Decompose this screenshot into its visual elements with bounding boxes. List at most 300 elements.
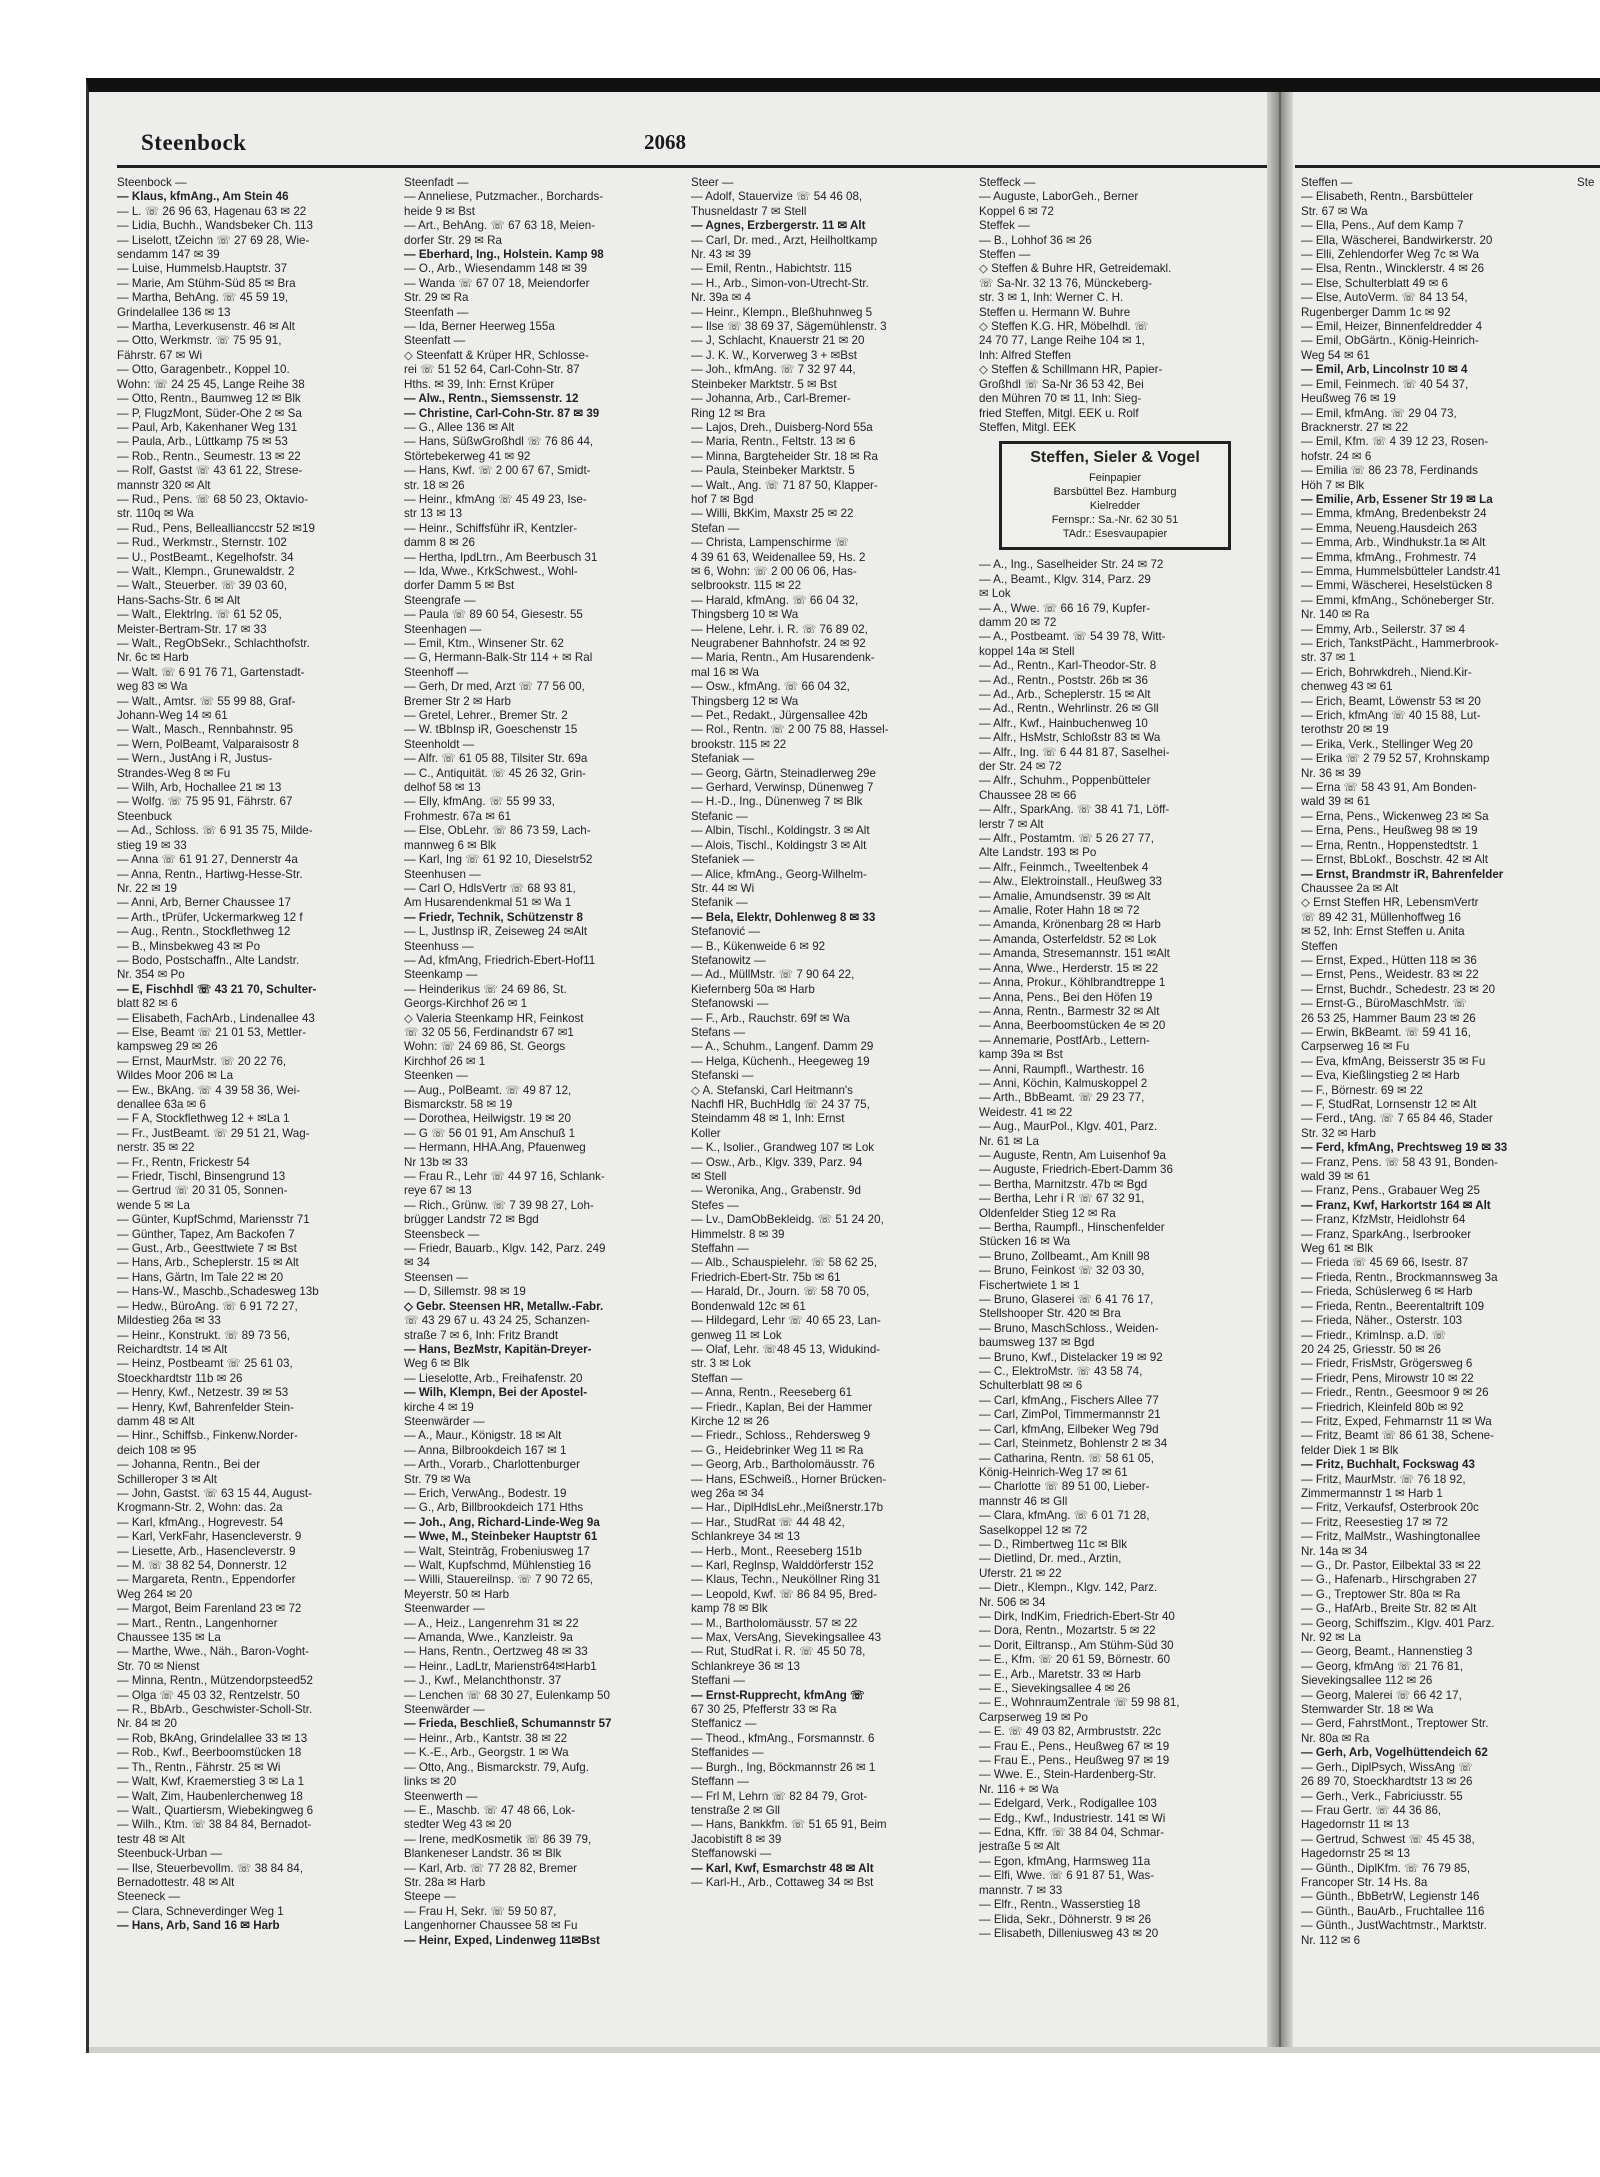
- directory-entry: Saselkoppel 12 ✉ 72: [979, 1523, 1088, 1537]
- directory-entry: — Th., Rentn., Fährstr. 25 ✉ Wi: [117, 1760, 281, 1774]
- ad-title: Steffen, Sieler & Vogel: [1030, 449, 1200, 467]
- directory-entry: — Ernst, BbLokf., Boschstr. 42 ✉ Alt: [1301, 853, 1488, 867]
- directory-entry: — B., Lohhof 36 ✉ 26: [979, 233, 1092, 247]
- directory-entry: — F., Börnestr. 69 ✉ 22: [1301, 1083, 1423, 1097]
- directory-entry: — Walt., Quartiersm, Wiebekingweg 6: [117, 1803, 314, 1817]
- directory-entry: — Ernst, Brandmstr iR, Bahrenfelder: [1301, 867, 1504, 881]
- directory-entry: Fischertwiete 1 ✉ 1: [979, 1278, 1080, 1292]
- directory-entry: sendamm 147 ✉ 39: [117, 248, 220, 262]
- directory-entry: — Ella, Wäscherei, Bandwirkerstr. 20: [1301, 233, 1493, 247]
- advertisement-box: [999, 441, 1231, 550]
- directory-entry: — Dorit, Eiltransp., Am Stühm-Süd 30: [979, 1638, 1174, 1652]
- directory-entry: Nr. 354 ✉ Po: [117, 968, 185, 982]
- directory-entry: dorfer Str. 29 ✉ Ra: [404, 233, 502, 247]
- directory-entry: Hths. ✉ 39, Inh: Ernst Krüper: [404, 377, 555, 391]
- directory-entry: weg 26a ✉ 34: [691, 1486, 764, 1500]
- directory-entry: — A., Heiz., Langenrehm 31 ✉ 22: [404, 1616, 579, 1630]
- directory-entry: — Rolf, Gastst ☏ 43 61 22, Strese-: [117, 464, 303, 478]
- directory-entry: — Ernst-G., BüroMaschMstr. ☏: [1301, 997, 1467, 1011]
- surname-heading: Steenwerth —: [404, 1789, 478, 1803]
- directory-entry: — Heinr., Konstrukt. ☏ 89 73 56,: [117, 1328, 291, 1342]
- directory-entry: straße 7 ✉ 6, Inh: Fritz Brandt: [404, 1328, 559, 1342]
- directory-entry: — O., Arb., Wiesendamm 148 ✉ 39: [404, 262, 588, 276]
- directory-entry: — Ella, Pens., Auf dem Kamp 7: [1301, 219, 1464, 233]
- directory-entry: — Gerh., Verk., Fabriciusstr. 55: [1301, 1789, 1463, 1803]
- directory-entry: — G., Treptower Str. 80a ✉ Ra: [1301, 1587, 1461, 1601]
- directory-entry: — Emil, Rentn., Habichtstr. 115: [691, 262, 852, 276]
- directory-entry: — L. ☏ 26 96 63, Hagenau 63 ✉ 22: [117, 204, 307, 218]
- directory-entry: — Hans, Arb, Sand 16 ✉ Harb: [117, 1919, 280, 1933]
- directory-entry: Inh: Alfred Steffen: [979, 348, 1071, 362]
- directory-entry: — Anneliese, Putzmacher., Borchards-: [404, 190, 604, 204]
- directory-entry: — Osw., kfmAng. ☏ 66 04 32,: [691, 680, 850, 694]
- directory-entry: — Günth., BbBetrW, Legienstr 146: [1301, 1890, 1480, 1904]
- directory-entry: — Hans, BezMstr, Kapitän-Dreyer-: [404, 1342, 592, 1356]
- directory-entry: — Anna, Rentn., Reeseberg 61: [691, 1386, 853, 1400]
- directory-entry: ☏ 32 05 56, Ferdinandstr 67 ✉1: [404, 1025, 574, 1039]
- directory-entry: Carpserweg 19 ✉ Po: [979, 1710, 1088, 1724]
- directory-entry: — D., Rimbertweg 11c ✉ Blk: [979, 1537, 1128, 1551]
- directory-entry: — Bruno, Glaserei ☏ 6 41 76 17,: [979, 1293, 1154, 1307]
- ad-line: Fernspr.: Sa.-Nr. 62 30 51: [1051, 514, 1179, 527]
- directory-entry: mannstr. 7 ✉ 33: [979, 1883, 1063, 1897]
- directory-entry: Str. 67 ✉ Wa: [1301, 204, 1368, 218]
- column-5: [1301, 176, 1571, 1948]
- directory-entry: str. 3 ✉ Lok: [691, 1357, 751, 1371]
- directory-entry: Chaussee 28 ✉ 66: [979, 788, 1077, 802]
- directory-entry: — Christa, Lampenschirme ☏: [691, 536, 850, 550]
- directory-entry: — Otto, Rentn., Baumweg 12 ✉ Blk: [117, 392, 301, 406]
- directory-entry: blatt 82 ✉ 6: [117, 997, 178, 1011]
- directory-entry: — Otto, Ang., Bismarckstr. 79, Aufg.: [404, 1760, 589, 1774]
- directory-entry: — Walt., Klempn., Grunewaldstr. 2: [117, 564, 295, 578]
- directory-entry: Nr. 84 ✉ 20: [117, 1717, 177, 1731]
- directory-entry: Chaussee 2a ✉ Alt: [1301, 881, 1399, 895]
- directory-entry: — Karl, VerkFahr, Hasencleverstr. 9: [117, 1530, 302, 1544]
- directory-entry: — G., Allee 136 ✉ Alt: [404, 420, 515, 434]
- directory-entry: — Erna, Rentn., Hoppenstedtstr. 1: [1301, 838, 1479, 852]
- directory-entry: Nr. 506 ✉ 34: [979, 1595, 1046, 1609]
- directory-entry: brügger Landstr 72 ✉ Bgd: [404, 1213, 539, 1227]
- directory-entry: — Arth., Vorarb., Charlottenburger: [404, 1458, 580, 1472]
- directory-entry: Str. 79 ✉ Wa: [404, 1472, 471, 1486]
- directory-entry: — Ernst, MaurMstr. ☏ 20 22 76,: [117, 1054, 287, 1068]
- directory-entry: — Charlotte ☏ 89 51 00, Lieber-: [979, 1480, 1150, 1494]
- directory-entry: Hans-Sachs-Str. 6 ✉ Alt: [117, 593, 241, 607]
- directory-entry: — K., Isolier., Grandweg 107 ✉ Lok: [691, 1141, 875, 1155]
- directory-entry: — Wilh., Ktm. ☏ 38 84 84, Bernadot-: [117, 1818, 312, 1832]
- surname-heading: Steensbeck —: [404, 1227, 480, 1241]
- directory-entry: — Hans, Arb., Scheplerstr. 15 ✉ Alt: [117, 1256, 299, 1270]
- directory-entry: — Erich, kfmAng ☏ 40 15 88, Lut-: [1301, 709, 1481, 723]
- directory-entry: — Clara, kfmAng. ☏ 6 01 71 28,: [979, 1509, 1150, 1523]
- directory-entry: — Hans, Kwf. ☏ 2 00 67 67, Smidt-: [404, 464, 591, 478]
- directory-entry: Steffen u. Hermann W. Buhre: [979, 305, 1131, 319]
- directory-entry: — Fritz, MalMstr., Washingtonallee: [1301, 1530, 1481, 1544]
- surname-heading: Steffen —: [1301, 176, 1353, 189]
- directory-entry: — G., HafArb., Breite Str. 82 ✉ Alt: [1301, 1602, 1477, 1616]
- directory-entry: mannstr 46 ✉ Gll: [979, 1494, 1068, 1508]
- directory-entry: — Hans, Rentn., Oertzweg 48 ✉ 33: [404, 1645, 588, 1659]
- directory-entry: — Friedr, Bauarb., Klgv. 142, Parz. 249: [404, 1242, 606, 1256]
- directory-entry: Stücken 16 ✉ Wa: [979, 1235, 1071, 1249]
- directory-entry: — Heinr., Schiffsführ iR, Kentzler-: [404, 521, 578, 535]
- directory-entry: König-Heinrich-Weg 17 ✉ 61: [979, 1465, 1128, 1479]
- directory-entry: Blankeneser Landstr. 36 ✉ Blk: [404, 1847, 562, 1861]
- directory-entry: — Auguste, Rentn, Am Luisenhof 9a: [979, 1148, 1166, 1162]
- directory-entry: — Clara, Schneverdinger Weg 1: [117, 1904, 284, 1918]
- directory-entry: — Theod., kfmAng., Forsmannstr. 6: [691, 1731, 875, 1745]
- directory-entry: — Emil, Arb, Lincolnstr 10 ✉ 4: [1301, 363, 1468, 377]
- directory-entry: — Martha, Leverkusenstr. 46 ✉ Alt: [117, 320, 295, 334]
- directory-entry: delhof 58 ✉ 13: [404, 781, 481, 795]
- surname-heading: Steenhuss —: [404, 939, 474, 953]
- directory-entry: — Ad., Schloss. ☏ 6 91 35 75, Milde-: [117, 824, 313, 838]
- directory-entry: — E., Kfm. ☏ 20 61 59, Börnestr. 60: [979, 1653, 1171, 1667]
- directory-entry: Jacobistift 8 ✉ 39: [691, 1832, 782, 1846]
- directory-entry: — Heinz, Postbeamt ☏ 25 61 03,: [117, 1357, 293, 1371]
- directory-entry: — Ilse, Steuerbevollm. ☏ 38 84 84,: [117, 1861, 303, 1875]
- directory-entry: — John, Gastst. ☏ 63 15 44, August-: [117, 1486, 312, 1500]
- directory-entry: koppel 14a ✉ Stell: [979, 644, 1075, 658]
- directory-entry: Nr. 92 ✉ La: [1301, 1631, 1361, 1645]
- directory-entry: fried Steffen, Mitgl. EEK u. Rolf: [979, 406, 1139, 420]
- directory-entry: 4 39 61 63, Weidenallee 59, Hs. 2: [691, 550, 866, 564]
- ad-line: Barsbüttel Bez. Hamburg: [1053, 486, 1177, 499]
- surname-heading: Stefanik —: [691, 896, 748, 910]
- directory-entry: — Anni, Raumpfl., Warthestr. 16: [979, 1062, 1145, 1076]
- directory-entry: — Heinr., Klempn., Bleßhuhnweg 5: [691, 305, 873, 319]
- directory-entry: — Anna, Beerboomstücken 4e ✉ 20: [979, 1019, 1166, 1033]
- directory-entry: Str. 70 ✉ Nienst: [117, 1659, 200, 1673]
- directory-entry: — E., Arb., Maretstr. 33 ✉ Harb: [979, 1667, 1141, 1681]
- directory-entry: — Dietr., Klempn., Klgv. 142, Parz.: [979, 1581, 1158, 1595]
- directory-entry: — Erna, Pens., Heußweg 98 ✉ 19: [1301, 824, 1478, 838]
- directory-entry: stieg 19 ✉ 33: [117, 838, 187, 852]
- directory-entry: — Egon, kfmAng, Harmsweg 11a: [979, 1854, 1151, 1868]
- directory-entry: — A., Postbeamt. ☏ 54 39 78, Witt-: [979, 630, 1166, 644]
- directory-entry: — Lv., DamObBekleidg. ☏ 51 24 20,: [691, 1213, 884, 1227]
- directory-entry: — Hermann, HHA.Ang, Pfauenweg: [404, 1141, 586, 1155]
- surname-heading: Steensen —: [404, 1270, 468, 1284]
- directory-entry: — E., Sievekingsallee 4 ✉ 26: [979, 1682, 1131, 1695]
- directory-entry: — Erika, Verk., Stellinger Weg 20: [1301, 737, 1473, 751]
- directory-entry: Johann-Weg 14 ✉ 61: [117, 709, 228, 723]
- directory-entry: Nr. 22 ✉ 19: [117, 881, 177, 895]
- directory-entry: Weg 61 ✉ Blk: [1301, 1242, 1374, 1256]
- directory-entry: — Fritz, MaurMstr. ☏ 76 18 92,: [1301, 1472, 1466, 1486]
- directory-entry: — Amalie, Roter Hahn 18 ✉ 72: [979, 904, 1140, 918]
- directory-entry: — Rob, BkAng, Grindelallee 33 ✉ 13: [117, 1731, 308, 1745]
- directory-entry: Großhdl ☏ Sa-Nr 36 53 42, Bei: [979, 377, 1144, 391]
- directory-entry: — Leopold, Kwf. ☏ 86 84 95, Bred-: [691, 1587, 877, 1601]
- directory-entry: — Walt., Elektrlng. ☏ 61 52 05,: [117, 608, 282, 622]
- directory-entry: — Elisabeth, Dilleniusweg 43 ✉ 20: [979, 1926, 1159, 1940]
- directory-entry: der Str. 24 ✉ 72: [979, 760, 1062, 773]
- directory-entry: Steffen: [1301, 939, 1338, 953]
- directory-entry: — Frau R., Lehr ☏ 44 97 16, Schlank-: [404, 1170, 605, 1184]
- directory-entry: — Friedr, Technik, Schützenstr 8: [404, 910, 583, 924]
- directory-entry: — Wwe, M., Steinbeker Hauptstr 61: [404, 1530, 598, 1544]
- surname-heading: Steenbuck-Urban —: [117, 1847, 223, 1861]
- directory-entry: — Dora, Rentn., Mozartstr. 5 ✉ 22: [979, 1624, 1156, 1638]
- directory-entry: — Elfr., Rentn., Wasserstieg 18: [979, 1898, 1141, 1912]
- directory-entry: — Bertha, Lehr i R ☏ 67 32 91,: [979, 1192, 1145, 1206]
- directory-entry: — Frieda, Rentn., Brockmannsweg 3a: [1301, 1270, 1498, 1284]
- directory-entry: — Friedr., Kaplan, Bei der Hammer: [691, 1400, 873, 1414]
- directory-entry: — Carl, Steinmetz, Bohlenstr 2 ✉ 34: [979, 1437, 1168, 1451]
- directory-entry: — Alw., Rentn., Siemssenstr. 12: [404, 392, 579, 406]
- directory-entry: Friedrich-Ebert-Str. 75b ✉ 61: [691, 1270, 841, 1284]
- directory-entry: — Walt, Steintrāg, Frobeniusweg 17: [404, 1544, 590, 1558]
- surname-heading: Steenwarder —: [404, 1602, 485, 1616]
- directory-entry: — Ernst, Pens., Weidestr. 83 ✉ 22: [1301, 968, 1479, 982]
- directory-entry: — Emma, Hummelsbütteler Landstr.41: [1301, 564, 1501, 578]
- directory-entry: Nr. 80a ✉ Ra: [1301, 1731, 1370, 1745]
- directory-entry: Grindelallee 136 ✉ 13: [117, 305, 231, 319]
- directory-entry: Oldenfelder Stieg 12 ✉ Ra: [979, 1206, 1116, 1220]
- directory-entry: — U., PostBeamt., Kegelhofstr. 34: [117, 550, 294, 564]
- directory-page: [86, 78, 1600, 2053]
- directory-entry: — Hans, Gärtn, Im Tale 22 ✉ 20: [117, 1270, 284, 1284]
- directory-entry: — Alfr., Feinmch., Tweeltenbek 4: [979, 860, 1149, 874]
- directory-entry: — Erich, Bohrwkdreh., Niend.Kir-: [1301, 665, 1472, 679]
- directory-entry: — Adolf, Stauervize ☏ 54 46 08,: [691, 190, 863, 204]
- directory-entry: — Hans, Bankkfm. ☏ 51 65 91, Beim: [691, 1818, 887, 1832]
- directory-entry: 24 70 77, Lange Reihe 104 ✉ 1,: [979, 334, 1145, 348]
- directory-entry: — Walt, Zim, Haubenlerchenweg 18: [117, 1789, 303, 1803]
- surname-heading: Steenholdt —: [404, 737, 475, 751]
- directory-entry: — Georg, kfmAng ☏ 21 76 81,: [1301, 1659, 1464, 1673]
- directory-entry: — Walt., RegObSekr., Schlachthofstr.: [117, 637, 310, 650]
- directory-entry: 26 89 70, Stoeckhardtstr 13 ✉ 26: [1301, 1775, 1473, 1789]
- directory-entry: Koller: [691, 1126, 721, 1140]
- directory-entry: — Emil, kfmAng. ☏ 29 04 73,: [1301, 406, 1457, 420]
- column-3: [691, 176, 971, 1890]
- directory-entry: Kirchhof 26 ✉ 1: [404, 1054, 486, 1068]
- directory-entry: Bracknerstr. 27 ✉ 22: [1301, 420, 1409, 434]
- surname-heading: Stefanowitz —: [691, 953, 766, 967]
- surname-heading: Steenhagen —: [404, 622, 482, 636]
- directory-entry: — Johanna, Arb., Carl-Bremer-: [691, 392, 851, 406]
- directory-entry: stedter Weg 43 ✉ 20: [404, 1818, 512, 1832]
- directory-entry: — Anna, Prokur., Köhlbrandtreppe 1: [979, 976, 1166, 990]
- directory-entry: — Alfr., Schuhm., Poppenbütteler: [979, 774, 1151, 788]
- surname-heading: Stefanowski —: [691, 997, 769, 1011]
- directory-entry: — Fritz, Beamt ☏ 86 61 38, Schene-: [1301, 1429, 1494, 1443]
- directory-entry: Reichardtstr. 14 ✉ Alt: [117, 1342, 228, 1356]
- directory-entry: Störtebekerweg 41 ✉ 92: [404, 449, 531, 463]
- directory-entry: — Emmy, Arb., Seilerstr. 37 ✉ 4: [1301, 622, 1466, 636]
- directory-entry: — Wanda ☏ 67 07 18, Meiendorfer: [404, 276, 590, 290]
- directory-entry: — Helene, Lehr. i. R. ☏ 76 89 02,: [691, 622, 868, 636]
- directory-entry: — Friedr, FrisMstr, Grögersweg 6: [1301, 1357, 1473, 1371]
- surname-heading: Steenwärder —: [404, 1414, 485, 1428]
- directory-entry: Nr 13b ✉ 33: [404, 1155, 468, 1169]
- directory-entry: ◇ Steffen & Schillmann HR, Papier-: [979, 363, 1163, 377]
- directory-entry: — Klaus, kfmAng., Am Stein 46: [117, 190, 289, 204]
- directory-entry: — Agnes, Erzbergerstr. 11 ✉ Alt: [691, 219, 866, 233]
- directory-entry: — Fritz, Exped, Fehmarnstr 11 ✉ Wa: [1301, 1414, 1492, 1428]
- directory-entry: — Walt., Amtsr. ☏ 55 99 88, Graf-: [117, 694, 296, 708]
- directory-entry: — Frieda, Rentn., Beerentaltrift 109: [1301, 1299, 1485, 1313]
- directory-entry: — Edna, Kffr. ☏ 38 84 04, Schmar-: [979, 1826, 1165, 1840]
- directory-entry: — Pet., Redakt., Jürgensallee 42b: [691, 709, 868, 723]
- directory-entry: wende 5 ✉ La: [117, 1198, 190, 1212]
- directory-entry: — Maria, Rentn., Feltstr. 13 ✉ 6: [691, 435, 856, 449]
- directory-entry: — Günth., DiplKfm. ☏ 76 79 85,: [1301, 1861, 1471, 1875]
- directory-entry: str 13 ✉ 13: [404, 507, 463, 521]
- directory-entry: — Irene, medKosmetik ☏ 86 39 79,: [404, 1832, 592, 1846]
- directory-entry: Steffen, Mitgl. EEK: [979, 420, 1077, 434]
- directory-entry: — Ad., MüllMstr. ☏ 7 90 64 22,: [691, 968, 855, 982]
- directory-entry: — Ida, Wwe., KrkSchwest., Wohl-: [404, 564, 578, 578]
- directory-entry: — Carl, Dr. med., Arzt, Heilholtkamp: [691, 233, 878, 247]
- directory-entry: Schlankreye 34 ✉ 13: [691, 1530, 800, 1544]
- surname-heading: Steenwärder —: [404, 1703, 485, 1717]
- directory-entry: — Anna, Bilbrookdeich 167 ✉ 1: [404, 1443, 567, 1457]
- directory-entry: wald 39 ✉ 61: [1301, 1170, 1371, 1184]
- directory-entry: — Paula, Arb., Lüttkamp 75 ✉ 53: [117, 435, 288, 449]
- surname-heading: Stefaniak —: [691, 752, 755, 766]
- directory-entry: Zimmermannstr 1 ✉ Harb 1: [1301, 1486, 1443, 1500]
- directory-entry: tenstraße 2 ✉ Gll: [691, 1803, 780, 1817]
- directory-entry: ◇ Gebr. Steensen HR, Metallw.-Fabr.: [404, 1299, 604, 1313]
- directory-entry: — Rob., Kwf., Beerboomstücken 18: [117, 1746, 302, 1760]
- directory-entry: — E., WohnraumZentrale ☏ 59 98 81,: [979, 1696, 1180, 1710]
- directory-entry: — E, Fischhdl ☏ 43 21 70, Schulter-: [117, 982, 317, 996]
- directory-entry: — Bruno, Zollbeamt., Am Knill 98: [979, 1249, 1150, 1263]
- directory-entry: kirche 4 ✉ 19: [404, 1400, 474, 1414]
- directory-entry: — Elli, Zehlendorfer Weg 7c ✉ Wa: [1301, 248, 1479, 262]
- directory-entry: Neugrabener Bahnhofstr. 24 ✉ 92: [691, 637, 866, 650]
- directory-entry: Langenhorner Chaussee 58 ✉ Fu: [404, 1919, 578, 1933]
- directory-entry: — Heinderikus ☏ 24 69 86, St.: [404, 982, 567, 996]
- surname-heading: Stefanović —: [691, 925, 760, 939]
- directory-entry: — Emma, kfmAng, Bredenbekstr 24: [1301, 507, 1487, 521]
- directory-entry: — Carl, kfmAng., Fischers Allee 77: [979, 1393, 1159, 1407]
- directory-entry: — Gerd, FahrstMont., Treptower Str.: [1301, 1717, 1489, 1731]
- directory-entry: — Hedw., BüroAng. ☏ 6 91 72 27,: [117, 1299, 298, 1313]
- directory-entry: — Georg, Beamt., Hannenstieg 3: [1301, 1645, 1473, 1659]
- directory-entry: — Alfr., Postamtm. ☏ 5 26 27 77,: [979, 832, 1154, 846]
- directory-entry: — Günter, KupfSchmd, Mariensstr 71: [117, 1213, 310, 1227]
- directory-entry: — Fr., JustBeamt. ☏ 29 51 21, Wag-: [117, 1126, 310, 1140]
- surname-heading: Steepe —: [404, 1890, 456, 1904]
- directory-entry: felder Diek 1 ✉ Blk: [1301, 1443, 1399, 1457]
- directory-entry: — Amalie, Amundsenstr. 39 ✉ Alt: [979, 889, 1151, 903]
- directory-entry: — Liselott, tZeichn ☏ 27 69 28, Wie-: [117, 233, 310, 247]
- directory-entry: — Margareta, Rentn., Eppendorfer: [117, 1573, 296, 1587]
- directory-entry: — F, StudRat, Lornsenstr 12 ✉ Alt: [1301, 1098, 1477, 1111]
- directory-entry: — Paul, Arb, Kakenhaner Weg 131: [117, 420, 298, 434]
- directory-entry: Schulterblatt 98 ✉ 6: [979, 1379, 1083, 1393]
- directory-entry: Str. 29 ✉ Ra: [404, 291, 469, 305]
- directory-entry: — Heinr, Exped, Lindenweg 11✉Bst: [404, 1933, 600, 1947]
- directory-entry: — Fritz, Buchhalt, Fockswag 43: [1301, 1458, 1475, 1472]
- directory-entry: — Rud., Werkmstr., Sternstr. 102: [117, 536, 287, 550]
- directory-entry: — Ad, kfmAng, Friedrich-Ebert-Hof11: [404, 953, 596, 967]
- directory-entry: Uferstr. 21 ✉ 22: [979, 1566, 1062, 1580]
- directory-entry: — Johanna, Rentn., Bei der: [117, 1458, 261, 1472]
- directory-entry: — Emil, Ktm., Winsener Str. 62: [404, 637, 564, 650]
- directory-entry: — Bertha, Raumpfl., Hinschenfelder: [979, 1221, 1165, 1234]
- directory-entry: — Alois, Tischl., Koldingstr 3 ✉ Alt: [691, 838, 867, 852]
- directory-entry: genweg 11 ✉ Lok: [691, 1328, 782, 1342]
- directory-entry: — Walt. ☏ 6 91 76 71, Gartenstadt-: [117, 665, 305, 679]
- directory-entry: — Friedr, Tischl, Binsengrund 13: [117, 1170, 286, 1184]
- directory-entry: — Marie, Am Stühm-Süd 85 ✉ Bra: [117, 276, 296, 290]
- directory-entry: — Minna, Rentn., Mützendorpsteed52: [117, 1674, 313, 1688]
- directory-entry: — Luise, Hummelsb.Hauptstr. 37: [117, 262, 288, 276]
- directory-entry: — G, Hermann-Balk-Str 114 + ✉ Ral: [404, 651, 593, 665]
- directory-entry: mannstr 320 ✉ Alt: [117, 478, 211, 492]
- directory-entry: Nr. 39a ✉ 4: [691, 291, 751, 305]
- directory-entry: den Mühren 70 ✉ 11, Inh: Sieg-: [979, 392, 1142, 406]
- directory-entry: kamp 78 ✉ Blk: [691, 1602, 768, 1616]
- directory-entry: — Lieselotte, Arb., Freihafenstr. 20: [404, 1371, 583, 1385]
- surname-heading: Steffani —: [691, 1674, 745, 1688]
- directory-entry: Rugenberger Damm 1c ✉ 92: [1301, 305, 1451, 319]
- directory-entry: Schilleroper 3 ✉ Alt: [117, 1472, 217, 1486]
- directory-entry: damm 48 ✉ Alt: [117, 1414, 195, 1428]
- directory-entry: Kiefernberg 50a ✉ Harb: [691, 982, 815, 996]
- directory-entry: — Franz, Pens. ☏ 58 43 91, Bonden-: [1301, 1155, 1498, 1169]
- directory-entry: — Friedrich, Kleinfeld 80b ✉ 92: [1301, 1400, 1464, 1414]
- header-rule-right: [1295, 165, 1600, 168]
- directory-entry: — Willi, Stauereilnsp. ☏ 7 90 72 65,: [404, 1573, 594, 1587]
- directory-entry: Meyerstr. 50 ✉ Harb: [404, 1587, 510, 1601]
- directory-entry: — Hans-W., Maschb.,Schadesweg 13b: [117, 1285, 319, 1299]
- directory-entry: hof 7 ✉ Bgd: [691, 492, 754, 506]
- directory-entry: — Karl, Reglnsp, Walddörferstr 152: [691, 1559, 874, 1572]
- directory-entry: — Lenchen ☏ 68 30 27, Eulenkamp 50: [404, 1688, 610, 1702]
- directory-entry: ☏ 89 42 31, Müllenhoffweg 16: [1301, 910, 1461, 924]
- directory-entry: — Bodo, Postschaffn., Alte Landstr.: [117, 953, 300, 967]
- directory-entry: — Amanda, Osterfeldstr. 52 ✉ Lok: [979, 932, 1157, 946]
- directory-entry: — Ad., Rentn., Wehrlinstr. 26 ✉ Gll: [979, 702, 1159, 716]
- directory-entry: — Emmi, kfmAng., Schöneberger Str.: [1301, 593, 1495, 607]
- surname-heading: Steengrafe —: [404, 593, 476, 607]
- directory-entry: Himmelstr. 8 ✉ 39: [691, 1227, 785, 1241]
- directory-entry: — Weronika, Ang., Grabenstr. 9d: [691, 1184, 861, 1198]
- directory-entry: ✉ 34: [404, 1256, 430, 1270]
- directory-entry: — Wilh, Klempn, Bei der Apostel-: [404, 1386, 588, 1400]
- directory-entry: Hagedornstr 11 ✉ 13: [1301, 1818, 1410, 1832]
- directory-entry: — Else, AutoVerm. ☏ 84 13 54,: [1301, 291, 1468, 305]
- directory-entry: — Amanda, Stresemannstr. 151 ✉Alt: [979, 947, 1170, 961]
- directory-entry: — Margot, Beim Farenland 23 ✉ 72: [117, 1602, 302, 1616]
- directory-entry: Bondenwald 12c ✉ 61: [691, 1299, 806, 1313]
- directory-entry: kampsweg 29 ✉ 26: [117, 1040, 218, 1054]
- directory-entry: — Friedr., Schloss., Rehdersweg 9: [691, 1429, 871, 1443]
- directory-entry: — Hildegard, Lehr ☏ 40 65 23, Lan-: [691, 1314, 881, 1328]
- directory-entry: — Eva, Kießlingstieg 2 ✉ Harb: [1301, 1069, 1460, 1083]
- directory-entry: — Eberhard, Ing., Holstein. Kamp 98: [404, 248, 604, 262]
- directory-entry: Stemwarder Str. 18 ✉ Wa: [1301, 1703, 1434, 1717]
- directory-entry: ◇ A. Stefanski, Carl Heitmann's: [691, 1083, 853, 1097]
- directory-entry: — Edelgard, Verk., Rodigallee 103: [979, 1797, 1157, 1811]
- directory-entry: denallee 63a ✉ 6: [117, 1098, 207, 1111]
- directory-entry: — Max, VersAng, Sievekingsallee 43: [691, 1631, 882, 1645]
- directory-entry: — Frau E., Pens., Heußweg 67 ✉ 19: [979, 1739, 1170, 1753]
- directory-entry: — Mart., Rentn., Langenhorner: [117, 1616, 278, 1630]
- directory-entry: — Franz, Kwf, Harkortstr 164 ✉ Alt: [1301, 1198, 1491, 1212]
- directory-entry: — Emil, ObGärtn., König-Heinrich-: [1301, 334, 1479, 348]
- directory-entry: deich 108 ✉ 95: [117, 1443, 197, 1457]
- directory-entry: Frohmestr. 67a ✉ 61: [404, 809, 512, 823]
- directory-entry: — Annemarie, PostfArb., Lettern-: [979, 1033, 1150, 1047]
